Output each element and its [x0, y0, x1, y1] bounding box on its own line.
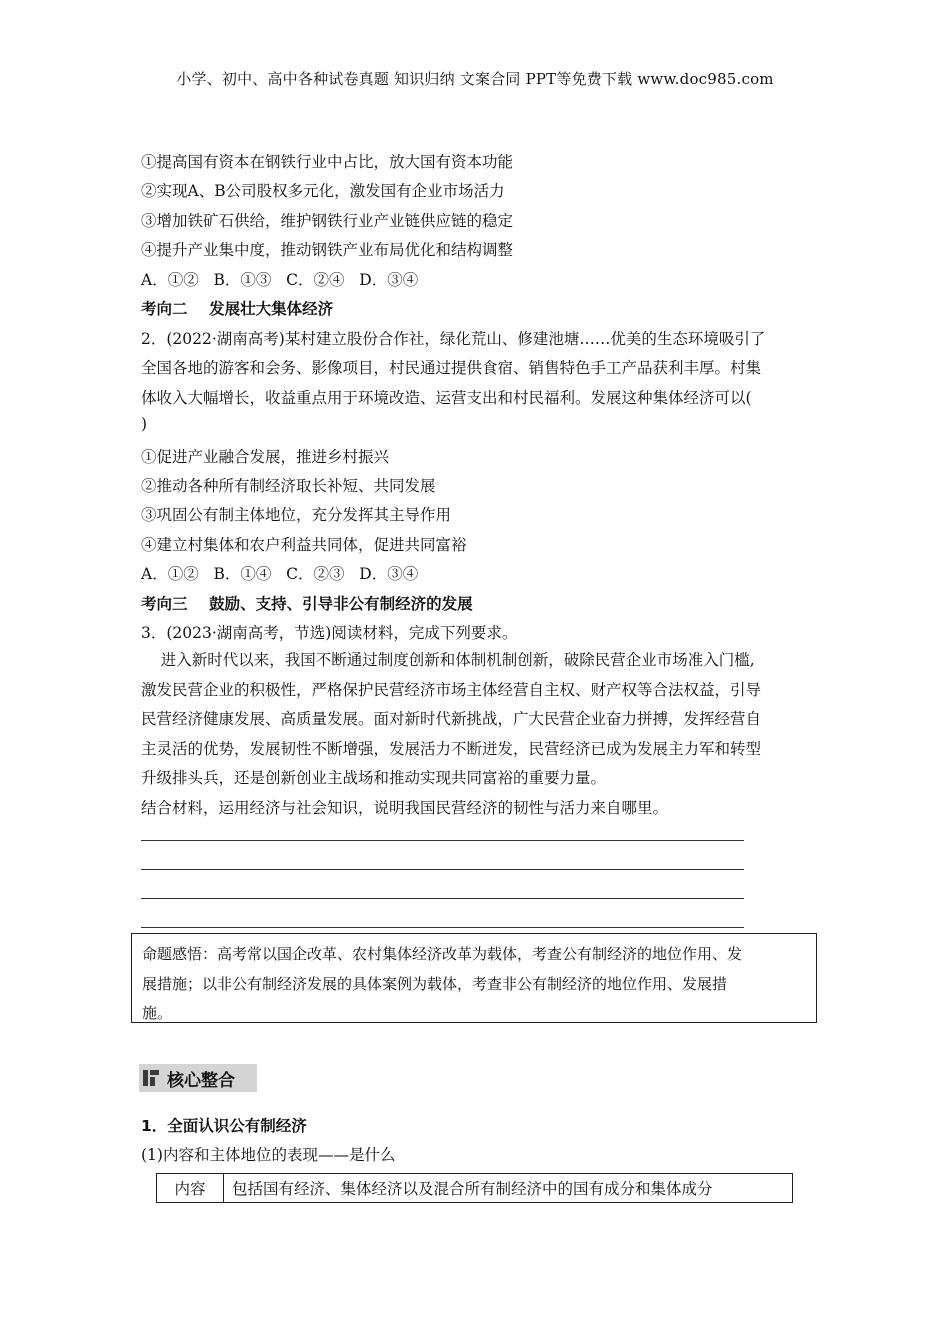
table-body-cell: 包括国有经济、集体经济以及混合所有制经济中的国有成分和集体成分	[224, 1174, 793, 1203]
q2-option-4: ④建立村集体和农户利益共同体，促进共同富裕	[141, 536, 467, 554]
answer-blank-line[interactable]	[141, 869, 744, 870]
answer-blank-line[interactable]	[141, 898, 744, 899]
q1-choices: A．①② B．①③ C．②④ D．③④	[141, 271, 419, 289]
page-header: 小学、初中、高中各种试卷真题 知识归纳 文案合同 PPT等免费下载 www.doc985.com	[176, 70, 774, 88]
insight-line-2: 展措施；以非公有制经济发展的具体案例为载体，考查非公有制经济的地位作用、发展措	[142, 974, 728, 993]
q3-question: 结合材料，运用经济与社会知识，说明我国民营经济的韧性与活力来自哪里。	[141, 799, 669, 817]
q2-stem-line-1: 2．(2022·湖南高考)某村建立股份合作社，绿化荒山、修建池塘……优美的生态环境吸引了	[141, 330, 766, 348]
insight-line-1: 命题感悟：高考常以国企改革、农村集体经济改革为载体，考查公有制经济的地位作用、发	[142, 945, 743, 963]
integration-point-1: 1．全面认识公有制经济	[141, 1117, 307, 1135]
integration-sub-1: (1)内容和主体地位的表现——是什么	[141, 1146, 396, 1164]
answer-blank-line[interactable]	[141, 927, 744, 928]
q2-stem-line-4: )	[141, 415, 148, 433]
q2-choices: A．①② B．①④ C．②③ D．③④	[141, 565, 419, 583]
table-row	[157, 1174, 793, 1203]
q1-option-3: ③增加铁矿石供给，维护钢铁行业产业链供应链的稳定	[141, 212, 514, 230]
q3-material	[141, 646, 821, 794]
q2-option-2: ②推动各种所有制经济取长补短、共同发展	[141, 477, 436, 495]
section-heading	[139, 1064, 257, 1092]
q2-stem-line-3: 体收入大幅增长，收益重点用于环境改造、运营支出和村民福利。发展这种集体经济可以(	[141, 389, 752, 407]
q2-option-1: ①促进产业融合发展，推进乡村振兴	[141, 448, 390, 466]
insight-box	[131, 933, 817, 1023]
q3-material-line-4: 主灵活的优势，发展韧性不断增强，发展活力不断迸发，民营经济已成为发展主力军和转型	[141, 739, 762, 758]
q1-option-2: ②实现A、B公司股权多元化，激发国有企业市场活力	[141, 182, 505, 200]
q1-option-4: ④提升产业集中度，推动钢铁产业布局优化和结构调整	[141, 241, 514, 259]
q3-material-line-2: 激发民营企业的积极性，严格保护民营经济市场主体经营自主权、财产权等合法权益，引导	[141, 680, 762, 699]
insight-line-3: 施。	[142, 1004, 173, 1022]
answer-blank-line[interactable]	[141, 840, 744, 841]
q2-option-3: ③巩固公有制主体地位，充分发挥其主导作用	[141, 506, 452, 524]
q3-stem: 3．(2023·湖南高考，节选)阅读材料，完成下列要求。	[141, 624, 518, 642]
direction-3-title: 考向三 鼓励、支持、引导非公有制经济的发展	[141, 595, 473, 613]
section-title: 核心整合	[167, 1070, 235, 1091]
section-marker-icon	[143, 1070, 159, 1086]
direction-2-title: 考向二 发展壮大集体经济	[141, 300, 334, 318]
q1-option-1: ①提高国有资本在钢铁行业中占比，放大国有资本功能	[141, 153, 514, 171]
table-head-cell: 内容	[157, 1174, 224, 1203]
q3-material-line-1: 进入新时代以来，我国不断通过制度创新和体制机制创新，破除民营企业市场准入门槛,	[141, 651, 755, 669]
content-table	[156, 1173, 793, 1203]
q3-material-line-3: 民营经济健康发展、高质量发展。面对新时代新挑战，广大民营企业奋力拼搏，发挥经营自	[141, 710, 762, 728]
q3-material-line-5: 升级排头兵，还是创新创业主战场和推动实现共同富裕的重要力量。	[141, 769, 607, 787]
q2-stem-line-2: 全国各地的游客和会务、影像项目，村民通过提供食宿、销售特色手工产品获利丰厚。村集	[141, 359, 762, 377]
